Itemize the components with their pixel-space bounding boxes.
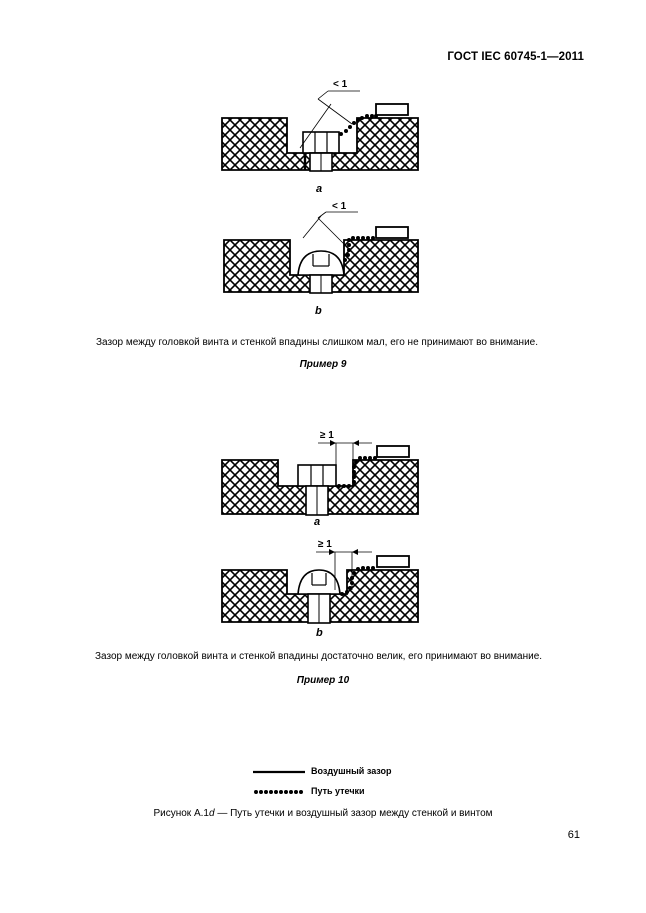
example10-figure-b — [222, 549, 418, 623]
legend-creepage: Путь утечки — [311, 786, 365, 796]
dimension-label: ≥ 1 — [320, 430, 334, 441]
example9-figure-a — [222, 91, 418, 171]
figure-label-b: b — [315, 305, 322, 317]
legend-symbols — [253, 772, 305, 794]
example9-figure-b — [224, 212, 418, 293]
figure-label-a: a — [314, 516, 321, 528]
example10-caption: Зазор между головкой винта и стенкой впадины достаточно велик, его принимают во внимание. — [95, 651, 543, 662]
figure-caption-italic: d — [208, 808, 215, 819]
example10-title: Пример 10 — [296, 675, 350, 686]
figure-caption-prefix: Рисунок А.1 — [153, 808, 209, 819]
figure-label-b: b — [316, 627, 323, 639]
figure-label-a: a — [316, 183, 323, 195]
example10-figure-a — [222, 440, 418, 515]
creepage-dots-sample — [254, 790, 303, 794]
legend-air-clearance: Воздушный зазор — [311, 766, 392, 776]
figure-caption — [0, 808, 646, 819]
example9-caption: Зазор между головкой винта и стенкой впадины слишком мал, его не принимают во внимание. — [96, 337, 539, 348]
page-number: 61 — [567, 829, 580, 841]
dimension-label: < 1 — [333, 79, 348, 90]
example9-title: Пример 9 — [299, 359, 347, 370]
dimension-label: ≥ 1 — [318, 539, 332, 550]
figure-caption-suffix: — Путь утечки и воздушный зазор между стенкой и винтом — [214, 808, 493, 819]
document-header: ГОСТ IEC 60745-1—2011 — [447, 51, 584, 63]
dimension-label: < 1 — [332, 201, 347, 212]
